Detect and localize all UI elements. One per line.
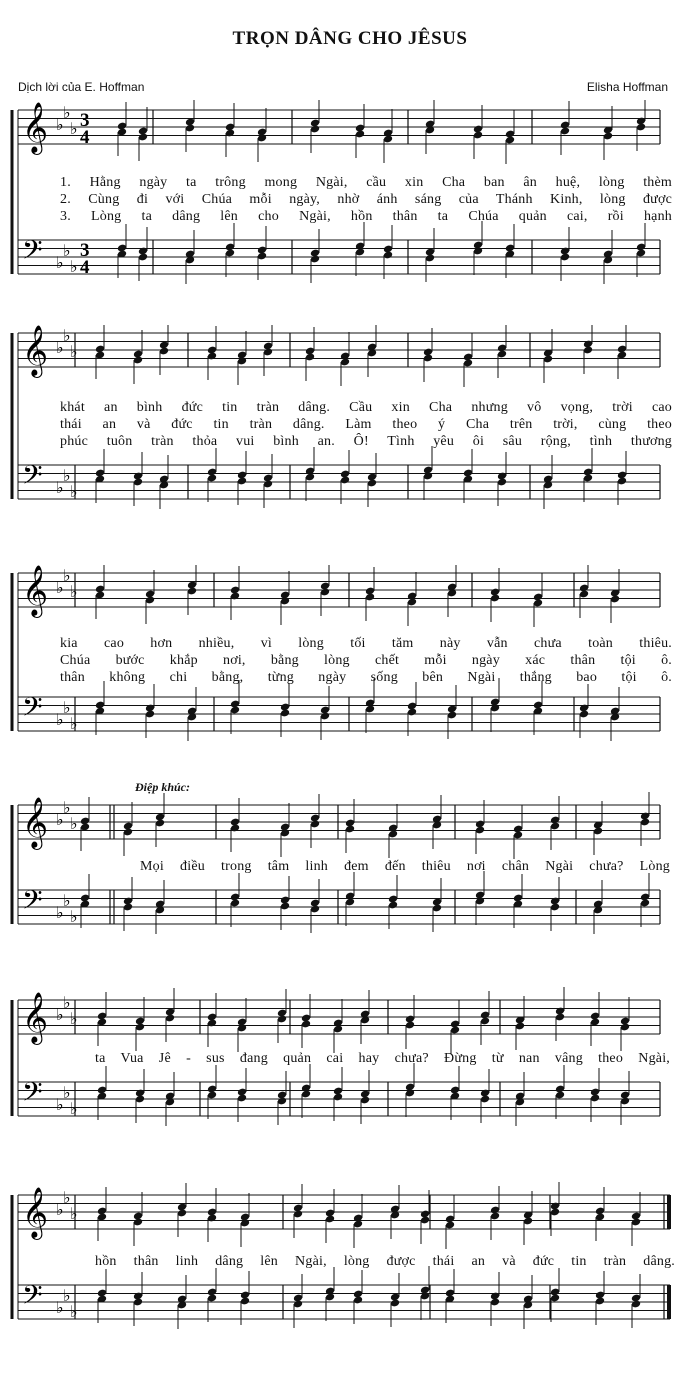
flat-icon: ♭ — [63, 1188, 71, 1207]
music-system-5 — [0, 965, 700, 1140]
staff-graphic — [0, 770, 700, 940]
treble-clef-icon: 𝄞 — [22, 102, 49, 153]
lyric-line-verse-3: thân không chi bằng, từng ngày sống bên Ngài thắng bao tội ô. — [60, 670, 672, 685]
flat-icon: ♭ — [56, 478, 64, 497]
flat-icon: ♭ — [70, 714, 78, 733]
music-system-4 — [0, 770, 700, 940]
flat-icon: ♭ — [70, 119, 78, 138]
lyric-line-refrain: hồn thân linh dâng lên Ngài, lòng được thái an và đức tin tràn dâng. — [95, 1254, 675, 1269]
treble-clef-icon: 𝄞 — [22, 325, 49, 376]
flat-icon: ♭ — [56, 1200, 64, 1219]
lyric-line-verse-1: khát an bình đức tin tràn dâng. Cầu xin Cha nhưng vô vọng, trời cao — [60, 400, 672, 415]
flat-icon: ♭ — [63, 326, 71, 345]
refrain-label: Điệp khúc: — [135, 780, 190, 794]
flat-icon: ♭ — [63, 1286, 71, 1305]
bass-clef-icon: 𝄢 — [22, 1279, 43, 1317]
music-system-1 — [0, 100, 700, 300]
lyric-line-verse-2: 2. Cùng đi với Chúa mỗi ngày, nhờ ánh sáng của Thánh Kinh, lòng được — [60, 192, 672, 207]
treble-clef-icon: 𝄞 — [22, 992, 49, 1043]
flat-icon: ♭ — [70, 482, 78, 501]
lyric-line-verse-2: Chúa bước khắp nơi, bằng lòng chết mỗi ngày xác thân tội ô. — [60, 653, 672, 668]
flat-icon: ♭ — [70, 342, 78, 361]
translator-credit: Dịch lời của E. Hoffman — [18, 80, 145, 94]
bass-clef-icon: 𝄢 — [22, 884, 43, 922]
staff-graphic — [0, 1165, 700, 1375]
time-signature: 3 — [80, 110, 90, 131]
time-signature: 4 — [80, 257, 90, 278]
flat-icon: ♭ — [63, 566, 71, 585]
lyric-line-verse-3: phúc tuôn tràn thỏa vui bình an. Ô! Tình yêu ôi sâu rộng, tình thương — [60, 434, 672, 449]
flat-icon: ♭ — [70, 1009, 78, 1028]
flat-icon: ♭ — [63, 798, 71, 817]
time-signature: 3 — [80, 240, 90, 261]
flat-icon: ♭ — [56, 1095, 64, 1114]
flat-icon: ♭ — [56, 1298, 64, 1317]
flat-icon: ♭ — [70, 1204, 78, 1223]
flat-icon: ♭ — [56, 338, 64, 357]
flat-icon: ♭ — [63, 1083, 71, 1102]
flat-icon: ♭ — [70, 907, 78, 926]
flat-icon: ♭ — [56, 253, 64, 272]
flat-icon: ♭ — [56, 1005, 64, 1024]
flat-icon: ♭ — [63, 241, 71, 260]
lyric-line-refrain: Mọi điều trong tâm linh đem đến thiêu nơi chân Ngài chưa? Lòng — [140, 859, 670, 874]
flat-icon: ♭ — [56, 578, 64, 597]
bass-clef-icon: 𝄢 — [22, 1076, 43, 1114]
lyric-line-verse-3: 3. Lòng ta dâng lên cho Ngài, hồn thân ta Chúa quản cai, rồi hạnh — [60, 209, 672, 224]
flat-icon: ♭ — [56, 903, 64, 922]
treble-clef-icon: 𝄞 — [22, 565, 49, 616]
lyric-line-verse-1: kia cao hơn nhiều, vì lòng tối tăm này vẫn chưa toàn thiêu. — [60, 636, 672, 651]
flat-icon: ♭ — [70, 1099, 78, 1118]
lyric-line-verse-2: thái an và đức tin tràn dâng. Làm theo ý Cha trên trời, cùng theo — [60, 417, 672, 432]
music-system-6 — [0, 1165, 700, 1375]
bass-clef-icon: 𝄢 — [22, 459, 43, 497]
flat-icon: ♭ — [63, 698, 71, 717]
song-title: TRỌN DÂNG CHO JÊSUS — [232, 28, 468, 49]
flat-icon: ♭ — [63, 891, 71, 910]
flat-icon: ♭ — [70, 257, 78, 276]
composer-credit: Elisha Hoffman — [586, 80, 668, 94]
lyric-line-verse-1: 1. Hằng ngày ta trông mong Ngài, cầu xin Cha ban ân huệ, lòng thèm — [60, 175, 672, 190]
bass-clef-icon: 𝄢 — [22, 234, 43, 272]
music-system-3 — [0, 565, 700, 750]
music-system-2 — [0, 325, 700, 535]
treble-clef-icon: 𝄞 — [22, 1187, 49, 1238]
flat-icon: ♭ — [63, 103, 71, 122]
flat-icon: ♭ — [70, 814, 78, 833]
flat-icon: ♭ — [63, 993, 71, 1012]
treble-clef-icon: 𝄞 — [22, 797, 49, 848]
lyric-line-refrain: ta Vua Jê - sus đang quản cai hay chưa? Đừng từ nan vâng theo Ngài, — [95, 1051, 670, 1066]
bass-clef-icon: 𝄢 — [22, 691, 43, 729]
flat-icon: ♭ — [70, 582, 78, 601]
flat-icon: ♭ — [70, 1302, 78, 1321]
flat-icon: ♭ — [56, 810, 64, 829]
time-signature: 4 — [80, 127, 90, 148]
flat-icon: ♭ — [56, 710, 64, 729]
flat-icon: ♭ — [63, 466, 71, 485]
flat-icon: ♭ — [56, 115, 64, 134]
